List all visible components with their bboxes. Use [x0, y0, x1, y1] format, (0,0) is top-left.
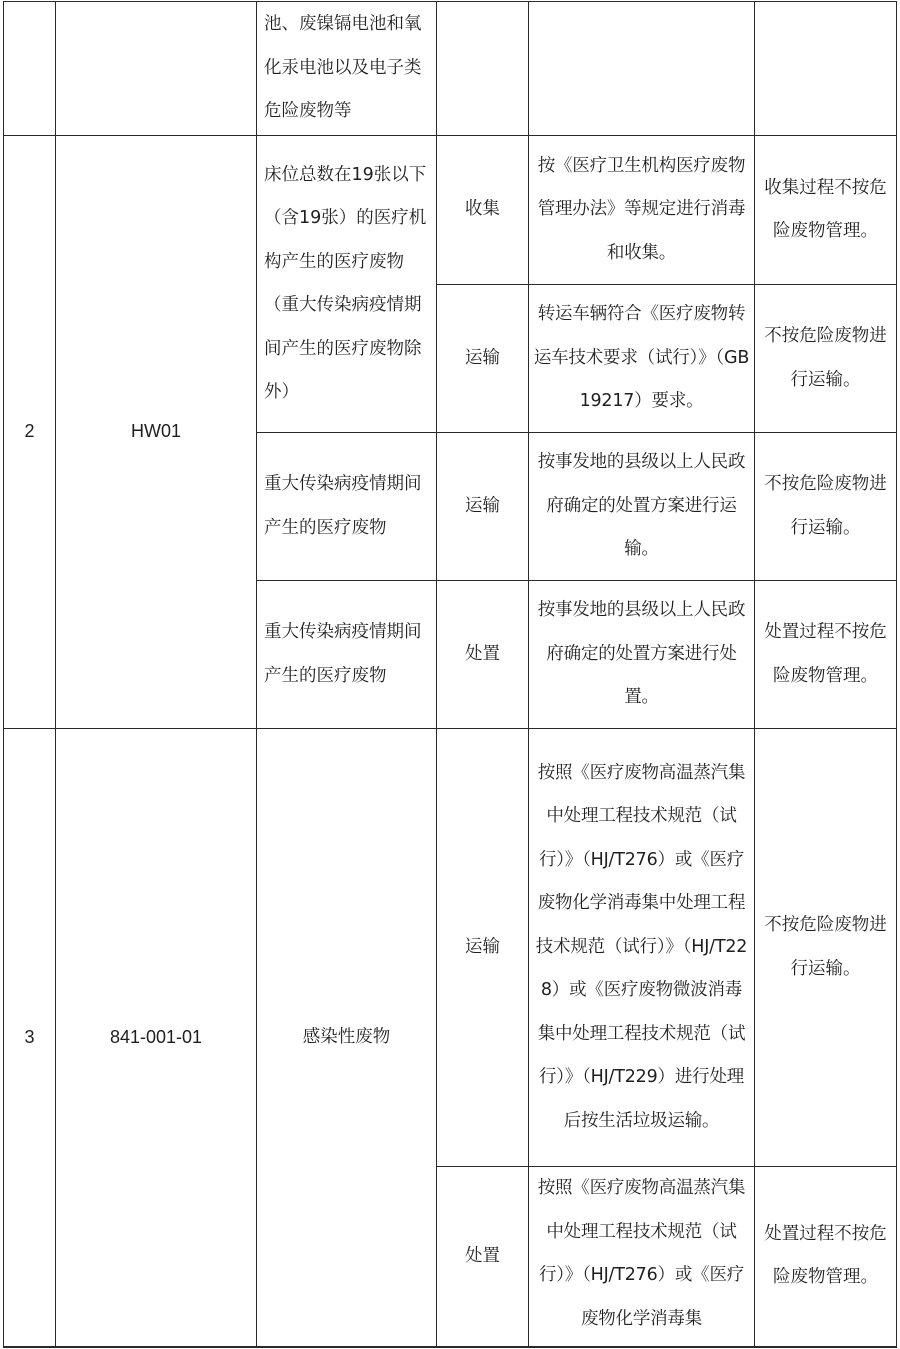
exemption-condition-cell: 按事发地的县级以上人民政府确定的处置方案进行处置。: [529, 581, 755, 729]
exemption-condition-cell: [529, 2, 755, 136]
exemption-condition-cell: 按照《医疗废物高温蒸汽集中处理工程技术规范（试行）》（HJ/T276）或《医疗废物化学消毒集中处理工程技术规范（试行）》（HJ/T228）或《医疗废物微波消毒集中处理工程技术规范（试行）》（HJ/T229）进行处理后按生活垃圾运输。: [529, 729, 755, 1167]
waste-type-cell: 重大传染病疫情期间产生的医疗废物: [257, 581, 437, 729]
exemption-table: [3, 1, 897, 1348]
exemption-content-cell: 不按危险废物进行运输。: [755, 433, 897, 581]
exemption-content-cell: 不按危险废物进行运输。: [755, 285, 897, 433]
table-row: [4, 2, 897, 136]
exempt-link-cell: [437, 2, 529, 136]
waste-code-cell: [56, 2, 257, 136]
waste-type-cell: 感染性废物: [257, 729, 437, 1347]
exempt-link-cell: 收集: [437, 136, 529, 285]
exemption-content-cell: 处置过程不按危险废物管理。: [755, 581, 897, 729]
waste-type-cell: 池、废镍镉电池和氧化汞电池以及电子类危险废物等: [257, 2, 437, 136]
exemption-content-cell: 不按危险废物进行运输。: [755, 729, 897, 1167]
exemption-condition-cell: 按事发地的县级以上人民政府确定的处置方案进行运输。: [529, 433, 755, 581]
exempt-link-cell: 运输: [437, 285, 529, 433]
serial-number-cell: [4, 2, 56, 136]
waste-code-cell: 841-001-01: [56, 729, 257, 1347]
serial-number-cell: 2: [4, 136, 56, 729]
exempt-link-cell: 运输: [437, 729, 529, 1167]
exempt-link-cell: 处置: [437, 581, 529, 729]
exempt-link-cell: 处置: [437, 1167, 529, 1347]
table-row: [4, 729, 897, 1167]
waste-code-cell: HW01: [56, 136, 257, 729]
exemption-content-cell: 收集过程不按危险废物管理。: [755, 136, 897, 285]
exemption-condition-cell: 转运车辆符合《医疗废物转运车技术要求（试行）》（GB19217）要求。: [529, 285, 755, 433]
waste-type-cell: 重大传染病疫情期间产生的医疗废物: [257, 433, 437, 581]
exempt-link-cell: 运输: [437, 433, 529, 581]
serial-number-cell: 3: [4, 729, 56, 1347]
table-row: [4, 136, 897, 285]
waste-type-cell: 床位总数在19张以下（含19张）的医疗机构产生的医疗废物（重大传染病疫情期间产生的医疗废物除外）: [257, 136, 437, 433]
exemption-condition-cell: 按照《医疗废物高温蒸汽集中处理工程技术规范（试行）》（HJ/T276）或《医疗废物化学消毒集: [529, 1167, 755, 1347]
exemption-content-cell: 处置过程不按危险废物管理。: [755, 1167, 897, 1347]
exemption-condition-cell: 按《医疗卫生机构医疗废物管理办法》等规定进行消毒和收集。: [529, 136, 755, 285]
exemption-content-cell: [755, 2, 897, 136]
